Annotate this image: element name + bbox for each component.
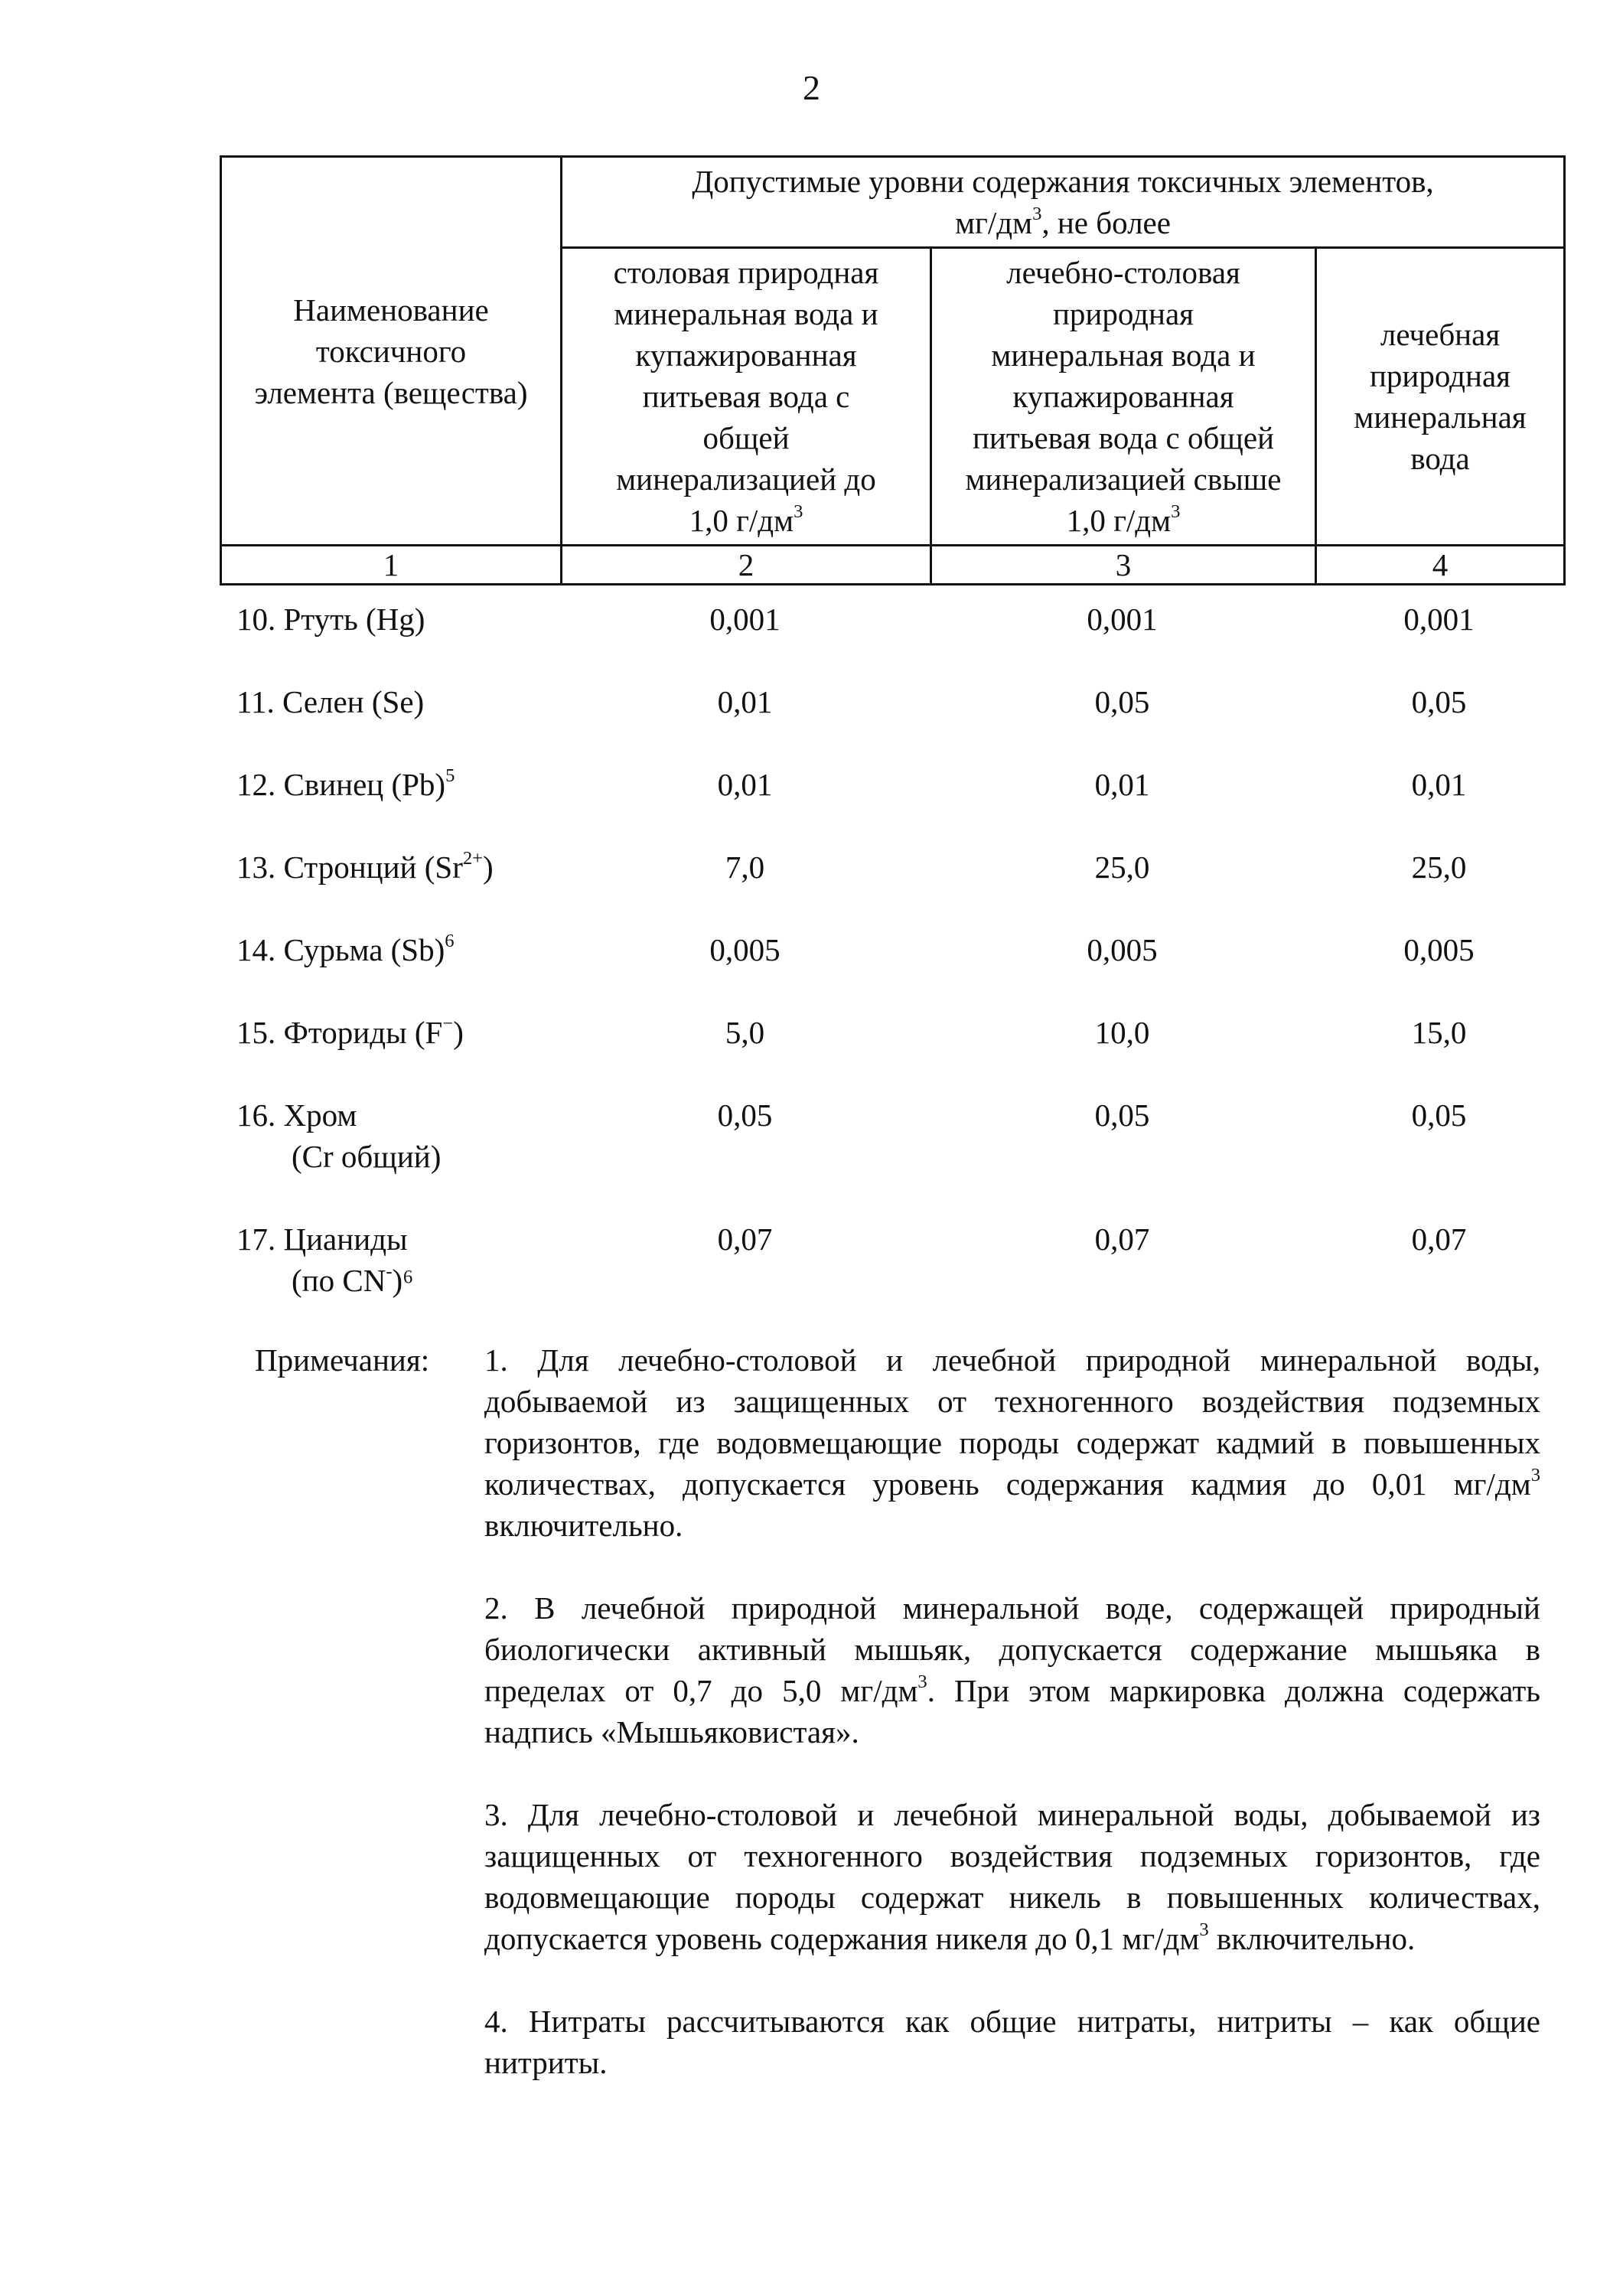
element-name: 16. Хром (Cr общий) [236,1097,442,1174]
value-cell: 0,05 [1094,1097,1150,1133]
value-cell: 0,005 [1087,932,1158,967]
value-cell: 5,0 [725,1015,765,1050]
value-cell: 0,001 [1087,602,1158,637]
value-cell: 0,005 [709,932,781,967]
element-name: 15. Фториды (F−) [236,1013,464,1050]
table-row [220,912,1563,995]
element-name: 10. Ртуть (Hg) [236,602,425,637]
header-col3-line: природная [1052,296,1194,331]
table-row [220,995,1563,1078]
value-cell: 15,0 [1411,1015,1467,1050]
value-cell: 0,005 [1403,932,1475,967]
header-col2-line: общей [702,420,790,455]
header-col1-line: Наименование [293,292,489,328]
value-cell: 0,05 [717,1097,773,1133]
header-col1 [221,157,562,546]
element-name: 11. Селен (Se) [236,684,425,719]
column-number: 2 [562,546,931,585]
header-group-line2: $мг/дм^3$, не более [955,203,1171,240]
header-col2-line: столовая природная [613,255,879,290]
value-cell: 0,001 [709,602,781,637]
value-cell: 7,0 [725,850,765,885]
header-col4 [1316,248,1565,546]
header-col2-line: 1,0 $г/дм^3$ [689,501,803,538]
column-number: 3 [931,546,1316,585]
table-row [220,747,1563,830]
notes-body [484,1339,1540,2083]
value-cell: 0,07 [717,1221,773,1257]
table-row [220,830,1563,912]
header-col3 [931,248,1316,546]
table-row [220,582,1563,664]
table-header [220,155,1566,585]
header-col4-line: природная [1369,358,1511,393]
header-col1-line: токсичного [315,333,467,369]
value-cell: 0,05 [1411,1097,1467,1133]
value-cell: 0,01 [717,684,773,719]
note-item: 2. В лечебной природной минеральной воде, содержащей природный биологически активный мышьяк, допускается содержание мышьяка в пределах от 0,7 до 5,0 $мг/дм^3$. При этом маркировка должна содержать надпись «Мышьяковистая». [484,1590,1541,1750]
column-number: 1 [221,546,562,585]
column-number: 4 [1316,546,1565,585]
header-col2-line: минеральная вода и [614,296,878,331]
value-cell: 25,0 [1094,850,1150,885]
header-col3-line: купажированная [1012,379,1234,414]
note-item: 3. Для лечебно-столовой и лечебной минеральной воды, добываемой из защищенных от техногенного воздействия подземных горизонтов, где водовмещающие породы содержат никель в повышенных количествах, допускается уровень содержания никеля до 0,1 $мг/дм^3$ включительно. [484,1797,1540,1956]
header-col4-line: лечебная [1380,317,1501,352]
value-cell: 0,01 [1094,767,1150,802]
notes-section [255,1339,1540,2083]
value-cell: 0,001 [1403,602,1475,637]
header-col3-line: питьевая вода с общей [972,420,1275,455]
element-name: 12. Свинец $(Pb)^5$ [236,765,455,802]
notes-label: Примечания: [255,1342,430,1378]
value-cell: 0,07 [1094,1221,1150,1257]
element-name: 14. Сурьма $(Sb)^6$ [236,930,455,967]
value-cell: 25,0 [1411,850,1467,885]
header-group-line1: Допустимые уровни содержания токсичных элементов, [692,164,1434,199]
note-item: 4. Нитраты рассчитываются как общие нитраты, нитриты – как общие нитриты. [484,2004,1540,2080]
value-cell: 10,0 [1094,1015,1150,1050]
header-col3-line: минеральная вода и [991,338,1256,373]
header-col4-line: минеральная [1354,400,1527,435]
header-col3-line: минерализацией свыше [965,461,1282,497]
header-col3-line: 1,0 $г/дм^3$ [1066,501,1181,538]
header-col3-line: лечебно-столовая [1006,255,1240,290]
element-name: 17. Цианиды (по CN-)⁶ [236,1221,414,1298]
table-row [220,1202,1563,1326]
header-col4-line: вода [1410,441,1470,476]
value-cell: 0,07 [1411,1221,1467,1257]
header-col2-line: питьевая вода с [642,379,850,414]
element-name: 13. Стронций $(Sr^{2+})$ [236,847,494,885]
value-cell: 0,01 [1411,767,1467,802]
page-number: 2 [803,68,820,107]
note-item: 1. Для лечебно-столовой и лечебной природной минеральной воды, добываемой из защищенных от техногенного воздействия подземных горизонтов, где водовмещающие породы содержат кадмий в повышенных количествах, допускается уровень содержания кадмия до 0,01 $мг/дм^3$ включительно. [484,1342,1540,1543]
value-cell: 0,05 [1411,684,1467,719]
header-col2-line: минерализацией до [616,461,876,497]
table-row [220,1078,1563,1202]
header-group-title [562,157,1565,248]
header-col1-line: элемента (вещества) [254,374,528,410]
header-col2-line: купажированная [635,338,857,373]
table-row [220,664,1563,747]
value-cell: 0,01 [717,767,773,802]
header-col2 [562,248,931,546]
value-cell: 0,05 [1094,684,1150,719]
data-table [220,582,1563,1326]
